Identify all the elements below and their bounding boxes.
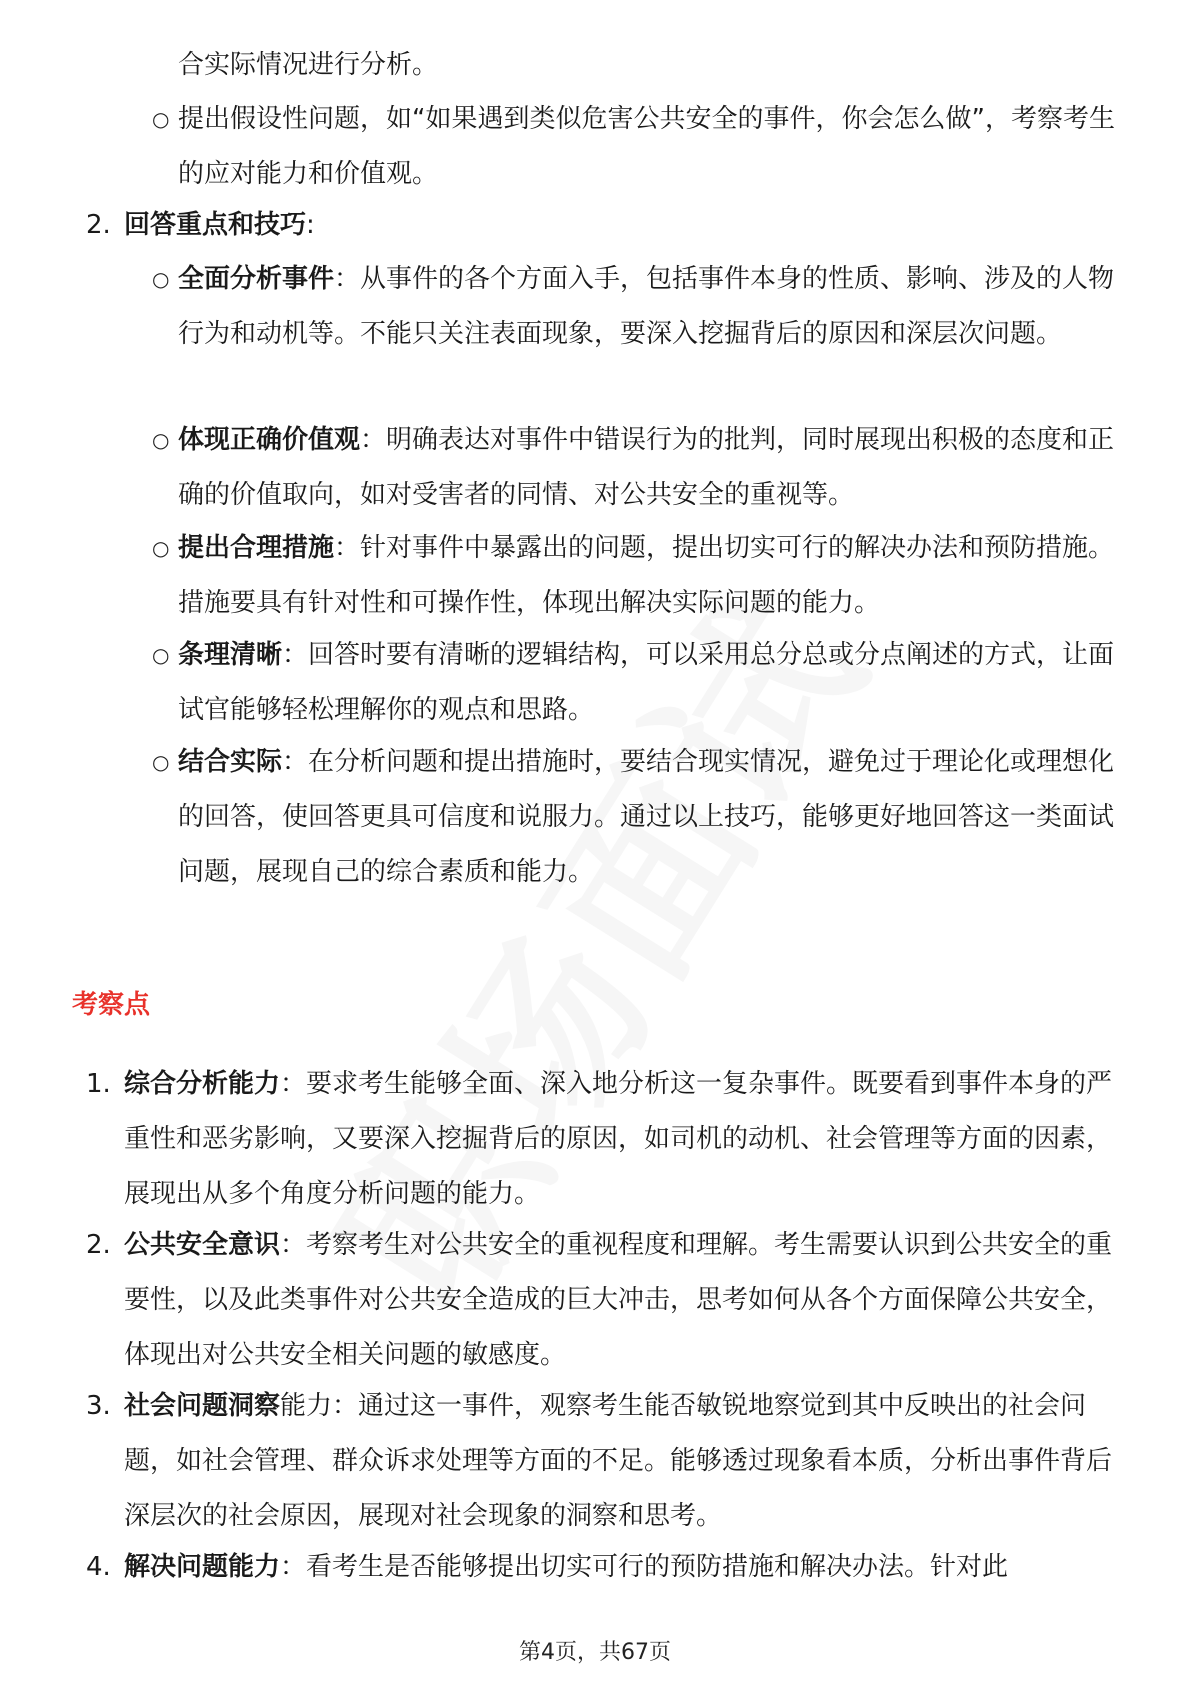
bullet-circle-icon: ○ <box>152 107 170 131</box>
section-heading: 考察点 <box>72 990 151 1020</box>
bullet-circle-icon: ○ <box>152 643 170 667</box>
bullet-circle-icon: ○ <box>152 536 170 560</box>
continuation-text: 合实际情况进行分析。 <box>178 50 439 80</box>
list-item: ○ 提出合理措施：针对事件中暴露出的问题，提出切实可行的解决办法和预防措施。措施要具有针对性和可操作性，体现出解决实际问题的能力。 <box>178 521 1118 631</box>
bullet-circle-icon: ○ <box>152 267 170 291</box>
list-item: ○ 条理清晰：回答时要有清晰的逻辑结构，可以采用总分总或分点阐述的方式，让面试官能够轻松理解你的观点和思路。 <box>178 628 1118 738</box>
page-footer: 第4页，共67页 <box>519 1640 671 1665</box>
numbered-item: 1. 综合分析能力：要求考生能够全面、深入地分析这一复杂事件。既要看到事件本身的严重性和恶劣影响，又要深入挖掘背后的原因，如司机的动机、社会管理等方面的因素，展现出从多个角度分析问题的能力。 <box>86 1069 1113 1209</box>
bullet-circle-icon: ○ <box>152 750 170 774</box>
bullet-circle-icon: ○ <box>152 428 170 452</box>
list-item: ○ 全面分析事件：从事件的各个方面入手，包括事件本身的性质、影响、涉及的人物行为和动机等。不能只关注表面现象，要深入挖掘背后的原因和深层次问题。 <box>178 252 1118 362</box>
numbered-item: 2. 公共安全意识：考察考生对公共安全的重视程度和理解。考生需要认识到公共安全的重要性，以及此类事件对公共安全造成的巨大冲击，思考如何从各个方面保障公共安全，体现出对公共安全相关问题的敏感度。 <box>86 1230 1113 1370</box>
numbered-item: 4. 解决问题能力：看考生是否能够提出切实可行的预防措施和解决办法。针对此 <box>86 1552 1009 1582</box>
list-item: ○ 结合实际：在分析问题和提出措施时，要结合现实情况，避免过于理论化或理想化的回答，使回答更具可信度和说服力。通过以上技巧，能够更好地回答这一类面试问题，展现自己的综合素质和能力。 <box>178 735 1118 900</box>
section-title: 2. 回答重点和技巧: <box>86 210 315 240</box>
list-item: ○ 体现正确价值观：明确表达对事件中错误行为的批判，同时展现出积极的态度和正确的价值取向，如对受害者的同情、对公共安全的重视等。 <box>178 413 1118 523</box>
numbered-item: 3. 社会问题洞察能力：通过这一事件，观察考生能否敏锐地察觉到其中反映出的社会问题，如社会管理、群众诉求处理等方面的不足。能够透过现象看本质，分析出事件背后深层次的社会原因，展现对社会现象的洞察和思考。 <box>86 1391 1113 1531</box>
list-item: ○ 提出假设性问题，如“如果遇到类似危害公共安全的事件，你会怎么做”，考察考生的应对能力和价值观。 <box>178 92 1118 202</box>
